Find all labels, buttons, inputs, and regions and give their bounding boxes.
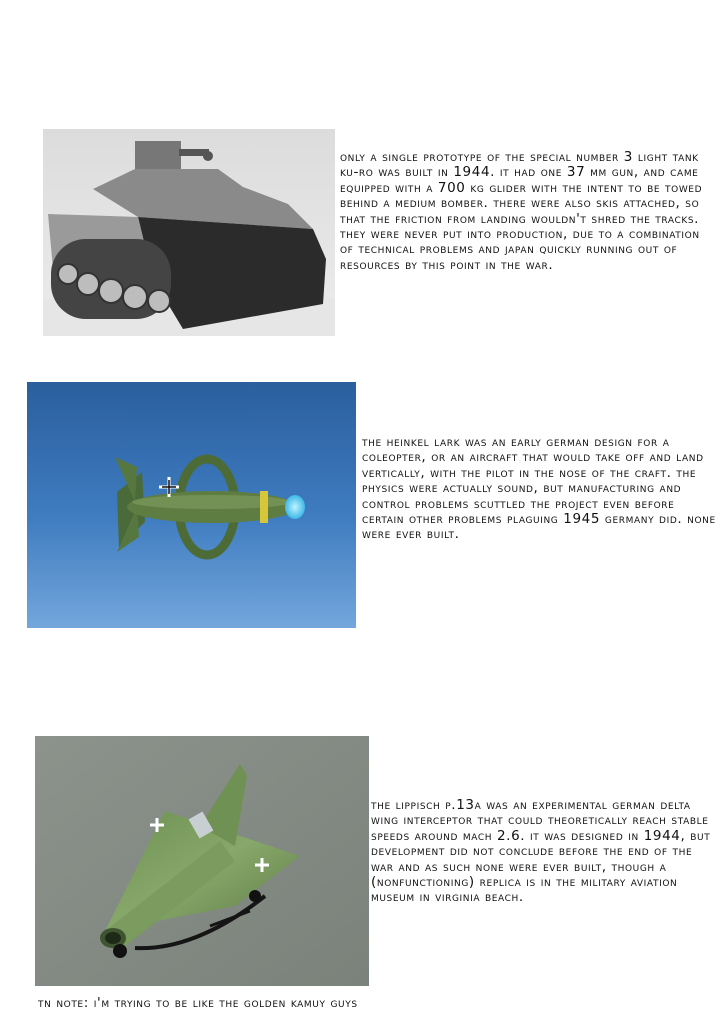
- translator-note: tn note: i'm trying to be like the golden kamuy guys: [38, 995, 358, 1011]
- tank-photo: [43, 129, 335, 336]
- lippisch-p13a-image: [35, 736, 369, 986]
- lippisch-p13a-caption: the lippisch p.13a was an experimental german delta wing interceptor that could theoretically reach stable speeds around mach 2.6. it was designed in 1944, but development did not conclude before the end of the war and as such none were ever built, though a (nonfunctioning) replica is in the military aviation museum in virginia beach.: [371, 797, 711, 906]
- tank-caption: only a single prototype of the special number 3 light tank ku-ro was built in 1944. it had one 37 mm gun, and came equipped with a 700 kg glider with the intent to be towed behind a medium bomber. there were also skis attached, so that the friction from landing wouldn't shred the tracks. they were never put into production, due to a combination of technical problems and japan quickly running out of resources by this point in the war.: [340, 149, 703, 273]
- heinkel-lark-image: [27, 382, 356, 628]
- heinkel-lark-caption: the heinkel lark was an early german design for a coleopter, or an aircraft that would take off and land vertically, with the pilot in the nose of the craft. the physics were actually sound, but manufacturing and control problems scuttled the project even before certain other problems plaguing 1945 germany did. none were ever built.: [362, 434, 716, 543]
